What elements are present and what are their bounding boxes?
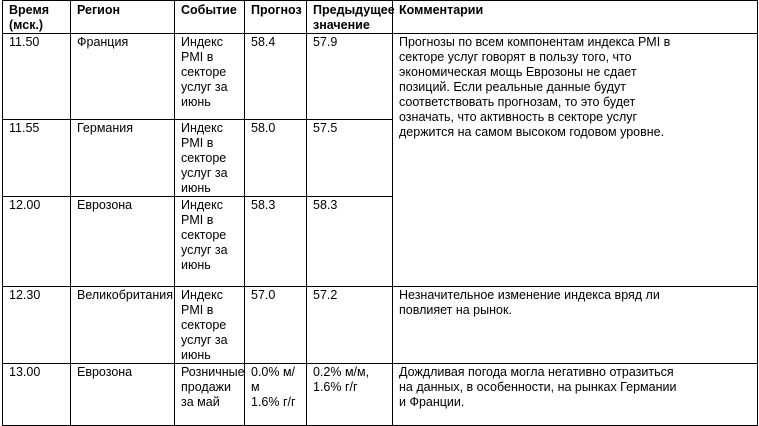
header-comments: Комментарии: [393, 1, 758, 34]
cell-time: 13.00: [3, 364, 71, 426]
cell-region: Еврозона: [71, 364, 175, 426]
header-forecast: Прогноз: [245, 1, 307, 34]
cell-previous: 0.2% м/м, 1.6% г/г: [307, 364, 393, 426]
header-previous: Предыдущее значение: [307, 1, 393, 34]
cell-event: Розничные продажи за май: [175, 364, 245, 426]
header-row: [3, 1, 758, 34]
cell-previous: 57.9: [307, 34, 393, 120]
cell-event: Индекс PMI в секторе услуг за июнь: [175, 287, 245, 364]
table-row: [3, 364, 758, 426]
cell-event: Индекс PMI в секторе услуг за июнь: [175, 120, 245, 197]
table-row: [3, 287, 758, 364]
cell-event: Индекс PMI в секторе услуг за июнь: [175, 34, 245, 120]
header-time: Время (мск.): [3, 1, 71, 34]
cell-region: Еврозона: [71, 197, 175, 287]
cell-comment: Незначительное изменение индекса вряд ли повлияет на рынок.: [393, 287, 758, 364]
cell-region: Франция: [71, 34, 175, 120]
cell-previous: 58.3: [307, 197, 393, 287]
cell-previous: 57.5: [307, 120, 393, 197]
cell-event: Индекс PMI в секторе услуг за июнь: [175, 197, 245, 287]
cell-comment: Прогнозы по всем компонентам индекса PMI в секторе услуг говорят в пользу того, что экономическая мощь Еврозоны не сдает позиций. Если реальные данные будут соответствовать прогнозам, то это будет означать, что активность в секторе услуг держится на самом высоком годовом уровне.: [393, 34, 758, 287]
cell-forecast: 0.0% м/м 1.6% г/г: [245, 364, 307, 426]
header-event: Событие: [175, 1, 245, 34]
cell-comment: Дождливая погода могла негативно отразиться на данных, в особенности, на рынках Германии и Франции.: [393, 364, 758, 426]
cell-forecast: 57.0: [245, 287, 307, 364]
cell-time: 12.30: [3, 287, 71, 364]
header-region: Регион: [71, 1, 175, 34]
cell-time: 11.55: [3, 120, 71, 197]
cell-region: Германия: [71, 120, 175, 197]
cell-region: Великобритания: [71, 287, 175, 364]
cell-time: 12.00: [3, 197, 71, 287]
economic-calendar-table: [2, 0, 758, 426]
cell-forecast: 58.4: [245, 34, 307, 120]
table-row: [3, 34, 758, 120]
cell-time: 11.50: [3, 34, 71, 120]
cell-forecast: 58.0: [245, 120, 307, 197]
cell-forecast: 58.3: [245, 197, 307, 287]
cell-previous: 57.2: [307, 287, 393, 364]
